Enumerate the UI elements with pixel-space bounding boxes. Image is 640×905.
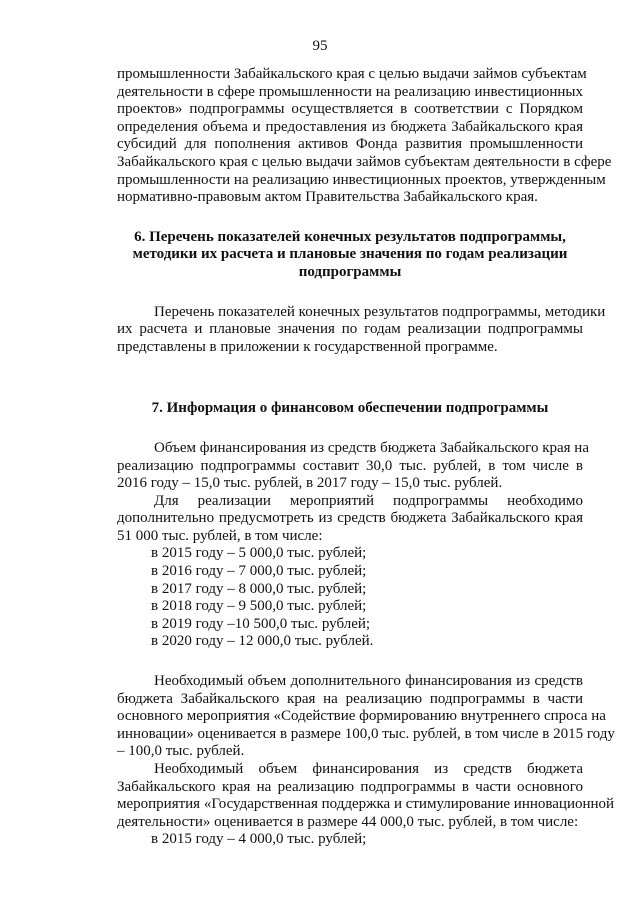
text-line: 51 000 тыс. рублей, в том числе: — [117, 527, 323, 544]
text-line: промышленности Забайкальского края с целью выдачи займов субъектам — [117, 66, 587, 82]
paragraph-6 — [117, 761, 615, 831]
text-line: представлены в приложении к государственной программе. — [117, 338, 498, 355]
text-line: Объем финансирования из средств бюджета Забайкальского края на — [154, 439, 589, 456]
paragraph-2 — [117, 303, 606, 357]
heading-line: подпрограммы — [298, 263, 402, 280]
text-line: инновации» оценивается в размере 100,0 тыс. рублей, в том числе в 2015 году — [117, 725, 615, 742]
list-item: в 2019 году –10 500,0 тыс. рублей; — [151, 615, 371, 632]
text-line: – 100,0 тыс. рублей. — [117, 743, 245, 760]
text-line: субсидий для пополнения активов Фонда развития промышленности — [117, 136, 583, 153]
text-line: Необходимый объем финансирования из средств бюджета — [154, 761, 583, 777]
heading-line: методики их расчета и плановые значения по годам реализации — [132, 246, 568, 263]
list-item: в 2017 году – 8 000,0 тыс. рублей; — [151, 580, 367, 597]
text-line: бюджета Забайкальского края на реализацию подпрограммы в части — [117, 690, 583, 707]
text-line: промышленности на реализацию инвестиционных проектов, утвержденным — [117, 171, 606, 188]
section-6-heading — [117, 229, 583, 282]
paragraph-3 — [117, 439, 589, 493]
funding-by-year-list — [117, 545, 583, 651]
text-line: дополнительно предусмотреть из средств бюджета Забайкальского края — [117, 510, 583, 527]
list-item: в 2015 году – 4 000,0 тыс. рублей; — [151, 831, 367, 848]
text-line: проектов» подпрограммы осуществляется в соответствии с Порядком — [117, 101, 583, 118]
paragraph-4 — [117, 493, 583, 546]
heading-line: 6. Перечень показателей конечных результатов подпрограммы, — [134, 228, 566, 245]
text-line: деятельности в сфере промышленности на реализацию инвестиционных — [117, 83, 583, 100]
paragraph-1 — [117, 66, 612, 207]
text-line: Для реализации мероприятий подпрограммы необходимо — [154, 492, 583, 509]
text-line: деятельности» оценивается в размере 44 000,0 тыс. рублей, в том числе: — [117, 813, 579, 830]
text-line: мероприятия «Государственная поддержка и стимулирование инновационной — [117, 796, 615, 813]
list-item: в 2018 году – 9 500,0 тыс. рублей; — [151, 598, 367, 615]
text-line: их расчета и плановые значения по годам реализации подпрограммы — [117, 321, 583, 338]
list-item: в 2015 году – 5 000,0 тыс. рублей; — [151, 545, 367, 562]
text-line: реализацию подпрограммы составит 30,0 тыс. рублей, в том числе в — [117, 457, 583, 474]
list-item: в 2020 году – 12 000,0 тыс. рублей. — [151, 633, 374, 650]
text-line: определения объема и предоставления из бюджета Забайкальского края — [117, 118, 583, 135]
text-line: Забайкальского края на реализацию подпрограммы в части основного — [117, 778, 583, 795]
list-item: в 2016 году – 7 000,0 тыс. рублей; — [151, 563, 367, 580]
text-line: основного мероприятия «Содействие формированию внутреннего спроса на — [117, 708, 606, 725]
section-7-heading: 7. Информация о финансовом обеспечении подпрограммы — [151, 400, 549, 417]
text-line: Перечень показателей конечных результатов подпрограммы, методики — [154, 303, 606, 320]
text-line: нормативно-правовым актом Правительства Забайкальского края. — [117, 189, 538, 206]
page-number: 95 — [312, 38, 328, 54]
funding-by-year-list-2 — [117, 831, 583, 849]
text-line: 2016 году – 15,0 тыс. рублей, в 2017 году – 15,0 тыс. рублей. — [117, 475, 503, 492]
document-body — [117, 66, 615, 849]
text-line: Забайкальского края с целью выдачи займов субъектам деятельности в сфере — [117, 153, 612, 170]
text-line: Необходимый объем дополнительного финансирования из средств — [154, 673, 583, 690]
paragraph-5 — [117, 673, 615, 761]
